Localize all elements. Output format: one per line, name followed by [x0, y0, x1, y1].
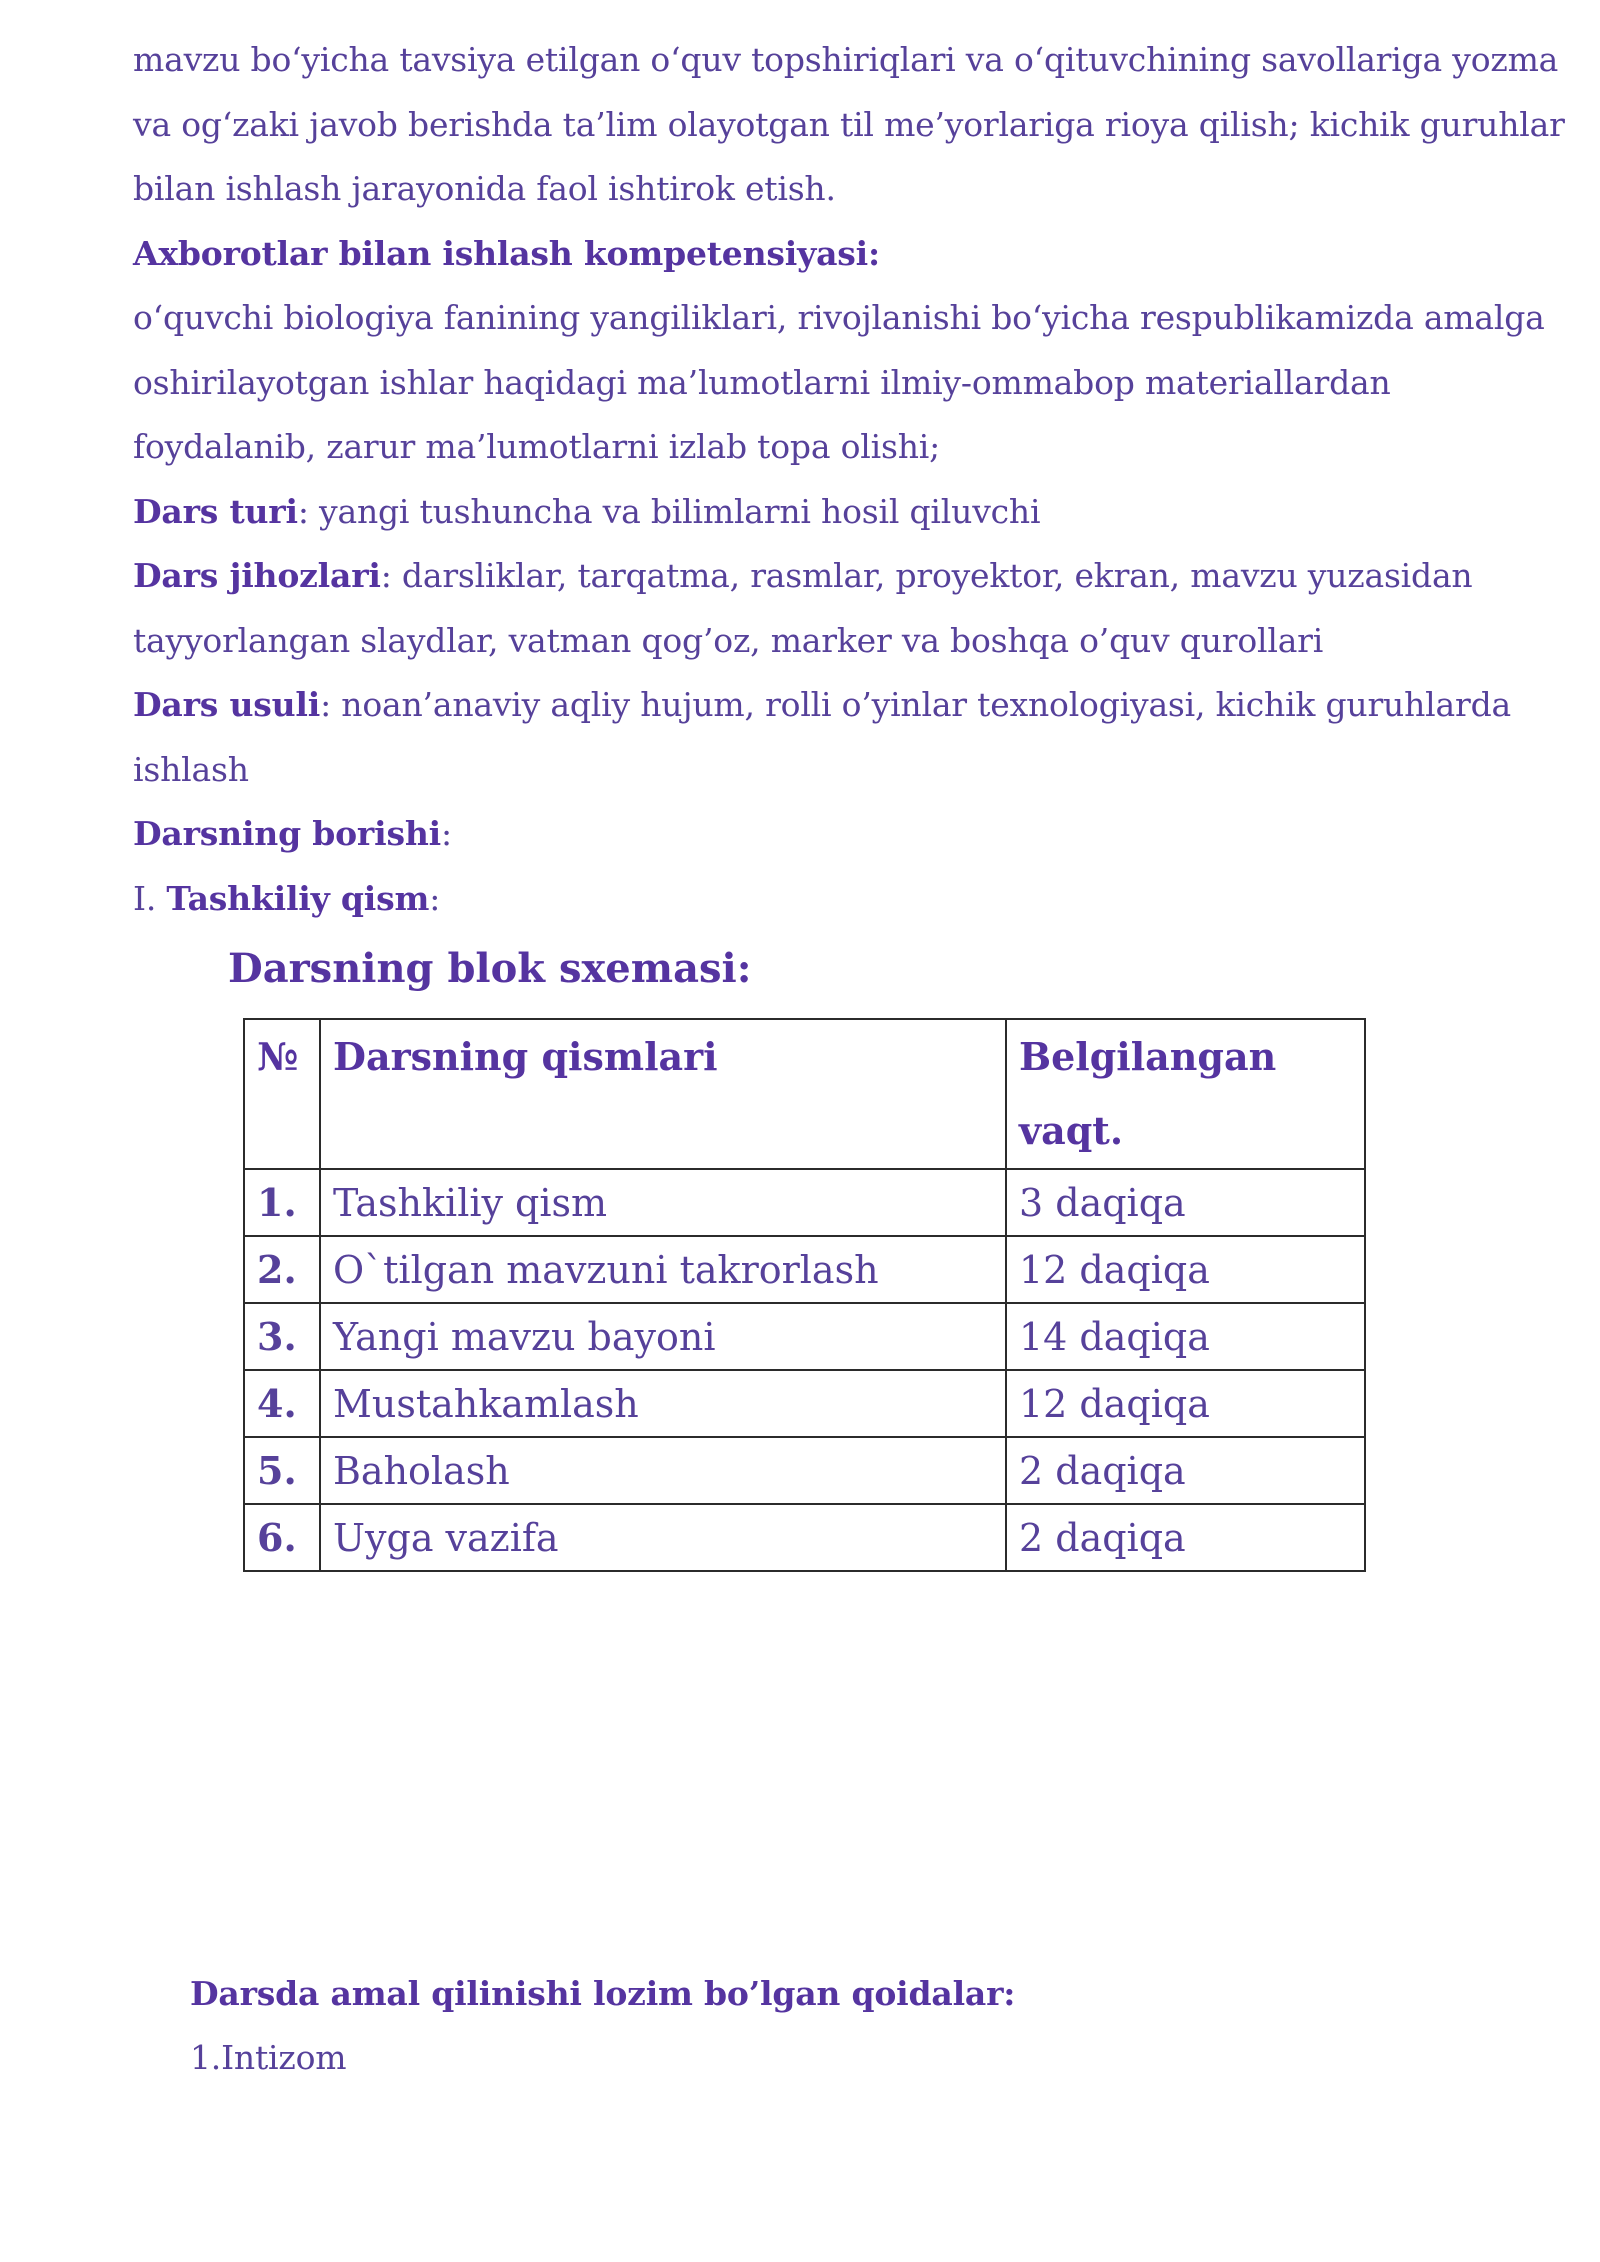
table-row — [244, 1236, 1365, 1303]
row-part: Yangi mavzu bayoni — [320, 1303, 1006, 1370]
dars-jihozlari-cont: tayyorlangan slaydlar, vatman qog’oz, marker va boshqa o’quv qurollari — [133, 621, 1324, 660]
header-num: № — [244, 1019, 320, 1169]
row-time: 14 daqiqa — [1006, 1303, 1365, 1370]
row-time: 12 daqiqa — [1006, 1236, 1365, 1303]
row-num: 6. — [244, 1504, 320, 1571]
tashkiliy-colon: : — [429, 879, 441, 918]
table-row — [244, 1370, 1365, 1437]
row-num: 2. — [244, 1236, 320, 1303]
dars-turi-text: : yangi tushuncha va bilimlarni hosil qiluvchi — [297, 492, 1041, 531]
axborot-line: oshirilayotgan ishlar haqidagi ma’lumotlarni ilmiy-ommabop materiallardan — [133, 363, 1391, 402]
row-num: 3. — [244, 1303, 320, 1370]
axborot-line: foydalanib, zarur ma’lumotlarni izlab topa olishi; — [133, 427, 941, 466]
dars-usuli-label: Dars usuli — [133, 685, 321, 724]
table-row — [244, 1437, 1365, 1504]
row-num: 4. — [244, 1370, 320, 1437]
table-row — [244, 1504, 1365, 1571]
rules-heading: Darsda amal qilinishi lozim bo’lgan qoidalar: — [190, 1974, 1016, 2013]
row-num: 1. — [244, 1169, 320, 1236]
row-time: 3 daqiqa — [1006, 1169, 1365, 1236]
dars-usuli — [133, 685, 1511, 725]
darsning-borishi-label: Darsning borishi — [133, 814, 441, 853]
row-part: Tashkiliy qism — [320, 1169, 1006, 1236]
block-scheme-title: Darsning blok sxemasi: — [228, 945, 752, 992]
rules-item: 1.Intizom — [190, 2038, 347, 2077]
table-row — [244, 1303, 1365, 1370]
dars-jihozlari — [133, 556, 1473, 596]
dars-turi-label: Dars turi — [133, 492, 298, 531]
darsning-borishi — [133, 814, 452, 854]
dars-usuli-text: : noan’anaviy aqliy hujum, rolli o’yinlar texnologiyasi, kichik guruhlarda — [320, 685, 1511, 724]
tashkiliy-prefix: I. — [133, 879, 167, 918]
row-time: 2 daqiqa — [1006, 1437, 1365, 1504]
row-part: Uyga vazifa — [320, 1504, 1006, 1571]
dars-usuli-cont: ishlash — [133, 750, 249, 789]
tashkiliy-label: Tashkiliy qism — [166, 879, 430, 918]
row-part: Baholash — [320, 1437, 1006, 1504]
row-time: 12 daqiqa — [1006, 1370, 1365, 1437]
header-time: Belgilangan vaqt. — [1006, 1019, 1365, 1169]
axborot-line: o‘quvchi biologiya fanining yangiliklari, rivojlanishi bo‘yicha respublikamizda amalga — [133, 298, 1545, 337]
row-part: O`tilgan mavzuni takrorlash — [320, 1236, 1006, 1303]
dars-jihozlari-label: Dars jihozlari — [133, 556, 381, 595]
tashkiliy-qism — [133, 879, 440, 919]
row-time: 2 daqiqa — [1006, 1504, 1365, 1571]
paragraph-line: bilan ishlash jarayonida faol ishtirok etish. — [133, 169, 836, 208]
row-part: Mustahkamlash — [320, 1370, 1006, 1437]
table-header-row — [244, 1019, 1365, 1169]
block-scheme-table — [243, 1018, 1366, 1572]
axborot-heading: Axborotlar bilan ishlash kompetensiyasi: — [133, 234, 880, 273]
paragraph-line: mavzu bo‘yicha tavsiya etilgan o‘quv topshiriqlari va o‘qituvchining savollariga yozma — [133, 40, 1559, 79]
dars-jihozlari-text: : darsliklar, tarqatma, rasmlar, proyektor, ekran, mavzu yuzasidan — [380, 556, 1473, 595]
dars-turi — [133, 492, 1040, 532]
header-part: Darsning qismlari — [320, 1019, 1006, 1169]
row-num: 5. — [244, 1437, 320, 1504]
paragraph-line: va og‘zaki javob berishda ta’lim olayotgan til me’yorlariga rioya qilish; kichik guruhlar — [133, 105, 1565, 144]
darsning-borishi-colon: : — [440, 814, 452, 853]
table-row — [244, 1169, 1365, 1236]
